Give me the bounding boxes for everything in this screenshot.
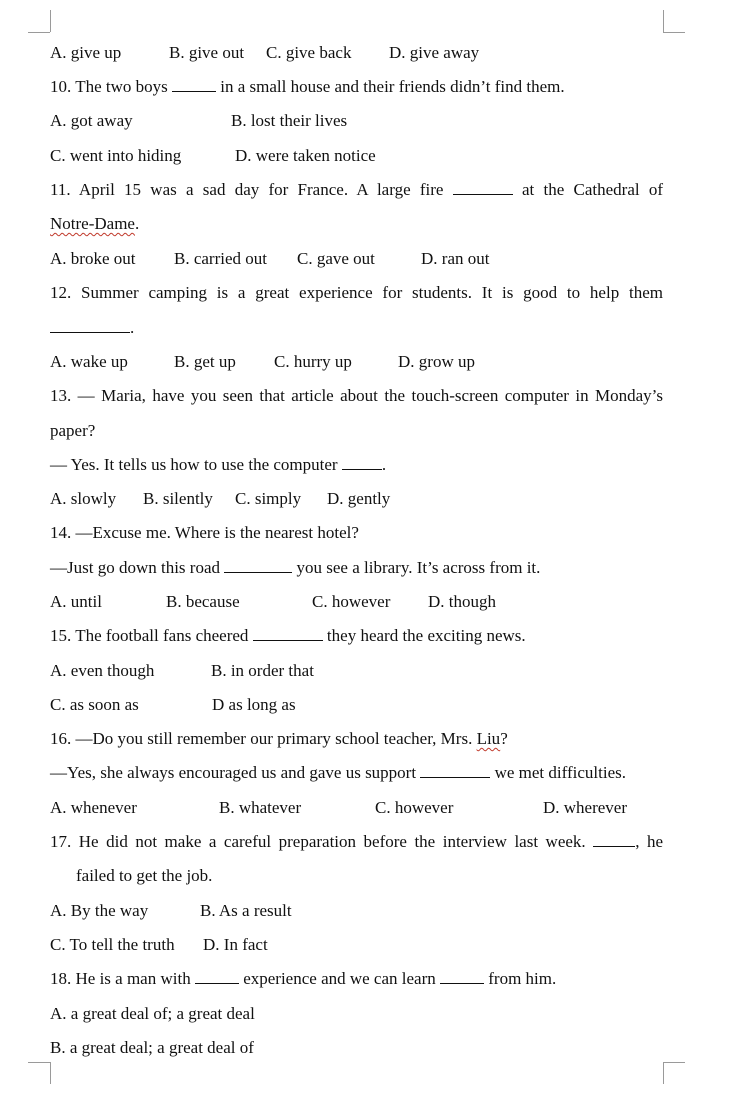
q15-stem: 15. The football fans cheered they heard the exciting news. xyxy=(50,626,526,645)
q14-option-a: A. until xyxy=(50,592,102,611)
q17-stem-line2: failed to get the job. xyxy=(76,866,213,885)
q14-option-c: C. however xyxy=(312,592,391,611)
answer-blank xyxy=(172,77,216,92)
answer-blank xyxy=(420,763,490,778)
crop-mark-top-left xyxy=(28,32,50,33)
q13-option-d: D. gently xyxy=(327,489,391,508)
crop-mark-top-right xyxy=(663,32,685,33)
q17-stem: 17. He did not make a careful preparation before the interview last week. , he xyxy=(50,832,664,851)
q11-stem-line2: Notre-Dame. xyxy=(50,214,140,233)
answer-blank xyxy=(224,558,292,573)
q15-option-b: B. in order that xyxy=(211,661,314,680)
q13-option-a: A. slowly xyxy=(50,489,117,508)
q15-option-c: C. as soon as xyxy=(50,695,139,714)
q16-reply: —Yes, she always encouraged us and gave us support we met difficulties. xyxy=(50,763,626,782)
q10-option-d: D. were taken notice xyxy=(235,146,376,165)
q17-option-c: C. To tell the truth xyxy=(50,935,175,954)
q18-option-a: A. a great deal of; a great deal xyxy=(50,1004,255,1023)
q14-option-d: D. though xyxy=(428,592,496,611)
crop-mark-bottom-right xyxy=(663,1062,685,1063)
answer-blank xyxy=(342,455,382,470)
q11-option-c: C. gave out xyxy=(297,249,375,268)
q11-stem: 11. April 15 was a sad day for France. A large fire at the Cathedral of xyxy=(50,180,663,199)
q15-option-d: D as long as xyxy=(212,695,296,714)
q17-option-d: D. In fact xyxy=(203,935,268,954)
crop-mark-top-right xyxy=(663,10,664,32)
q11-option-d: D. ran out xyxy=(421,249,490,268)
answer-blank xyxy=(50,318,130,333)
q10-stem: 10. The two boys in a small house and their friends didn’t find them. xyxy=(50,77,565,96)
q12-option-a: A. wake up xyxy=(50,352,128,371)
q11-option-a: A. broke out xyxy=(50,249,136,268)
q14-reply: —Just go down this road you see a library. It’s across from it. xyxy=(50,558,541,577)
q16-option-b: B. whatever xyxy=(219,798,302,817)
q11-option-b: B. carried out xyxy=(174,249,267,268)
answer-blank xyxy=(440,969,484,984)
q9-option-a: A. give up xyxy=(50,43,122,62)
q10-option-c: C. went into hiding xyxy=(50,146,182,165)
q17-option-a: A. By the way xyxy=(50,901,149,920)
crop-mark-bottom-right xyxy=(663,1062,664,1084)
q13-option-b: B. silently xyxy=(143,489,213,508)
q9-option-c: C. give back xyxy=(266,43,352,62)
q9-option-b: B. give out xyxy=(169,43,245,62)
q12-stem: 12. Summer camping is a great experience for students. It is good to help them xyxy=(50,283,663,302)
answer-blank xyxy=(453,180,513,195)
answer-blank xyxy=(253,626,323,641)
q12-option-b: B. get up xyxy=(174,352,236,371)
q12-option-d: D. grow up xyxy=(398,352,475,371)
q13-stem-line2: paper? xyxy=(50,421,96,440)
q13-reply: — Yes. It tells us how to use the computer . xyxy=(50,455,387,474)
q16-option-c: C. however xyxy=(375,798,454,817)
q18-stem: 18. He is a man with experience and we can learn from him. xyxy=(50,969,557,988)
q15-option-a: A. even though xyxy=(50,661,155,680)
answer-blank xyxy=(195,969,239,984)
crop-mark-bottom-left xyxy=(50,1062,51,1084)
q16-option-d: D. wherever xyxy=(543,798,628,817)
q16-option-a: A. whenever xyxy=(50,798,137,817)
q13-option-c: C. simply xyxy=(235,489,302,508)
q17-option-b: B. As a result xyxy=(200,901,292,920)
q12-option-c: C. hurry up xyxy=(274,352,352,371)
q13-stem: 13. — Maria, have you seen that article about the touch-screen computer in Monday’s xyxy=(50,386,663,405)
crop-mark-bottom-left xyxy=(28,1062,50,1063)
answer-blank xyxy=(593,832,635,847)
q14-option-b: B. because xyxy=(166,592,240,611)
q10-option-b: B. lost their lives xyxy=(231,111,348,130)
q9-option-d: D. give away xyxy=(389,43,480,62)
q18-option-b: B. a great deal; a great deal of xyxy=(50,1038,254,1057)
q16-stem: 16. —Do you still remember our primary school teacher, Mrs. Liu? xyxy=(50,729,508,748)
q14-stem: 14. —Excuse me. Where is the nearest hotel? xyxy=(50,523,359,542)
q12-stem-line2: . xyxy=(50,317,663,339)
crop-mark-top-left xyxy=(50,10,51,32)
q10-option-a: A. got away xyxy=(50,111,133,130)
